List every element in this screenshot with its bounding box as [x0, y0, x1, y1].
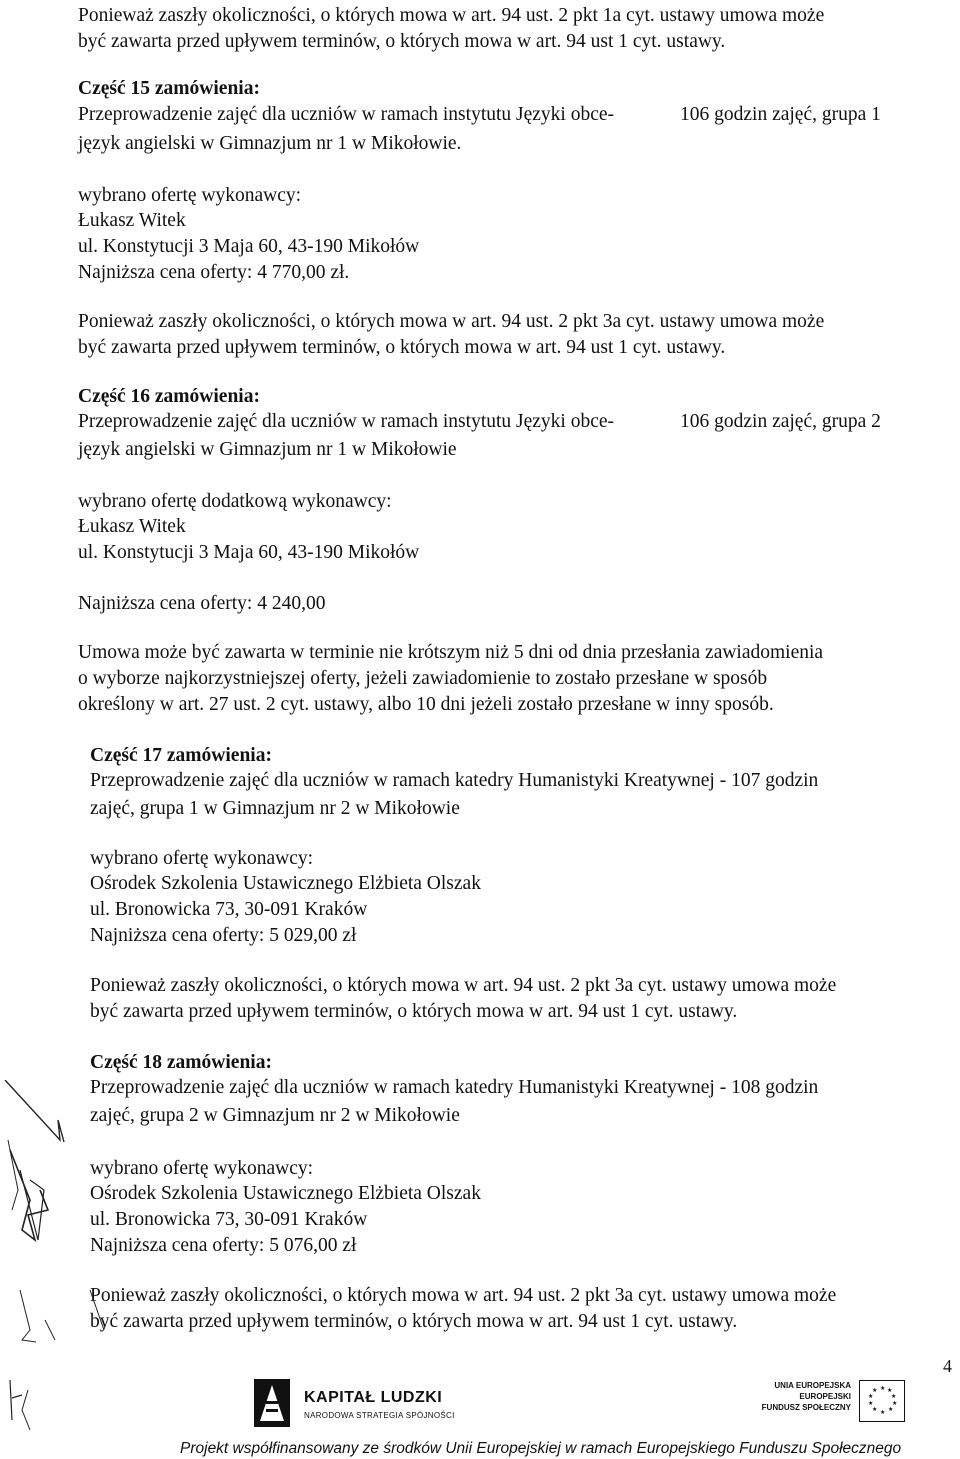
text-line: Przeprowadzenie zajęć dla uczniów w ramach instytutu Języki obce-	[78, 104, 615, 125]
text-line: język angielski w Gimnazjum nr 1 w Mikołowie	[78, 439, 457, 460]
contractor-name: Łukasz Witek	[78, 516, 186, 537]
section-heading-17: Część 17 zamówienia:	[90, 745, 272, 766]
eu-line-3: FUNDUSZ SPOŁECZNY	[761, 1403, 851, 1412]
text-line: Ponieważ zaszły okoliczności, o których mowa w art. 94 ust. 2 pkt 1a cyt. ustawy umowa może	[78, 5, 825, 26]
svg-text:★: ★	[891, 1393, 897, 1400]
svg-text:★: ★	[887, 1387, 893, 1394]
text-line: Przeprowadzenie zajęć dla uczniów w ramach instytutu Języki obce-	[78, 411, 615, 432]
text-line: zajęć, grupa 1 w Gimnazjum nr 2 w Mikołowie	[90, 798, 460, 819]
text-line: być zawarta przed upływem terminów, o których mowa w art. 94 ust 1 cyt. ustawy.	[90, 1001, 738, 1022]
text-line: język angielski w Gimnazjum nr 1 w Mikołowie.	[78, 133, 462, 154]
svg-text:★: ★	[888, 1406, 894, 1413]
text-line: być zawarta przed upływem terminów, o których mowa w art. 94 ust 1 cyt. ustawy.	[90, 1311, 738, 1332]
section-heading-15: Część 15 zamówienia:	[78, 78, 260, 99]
text-line: Przeprowadzenie zajęć dla uczniów w ramach katedry Humanistyki Kreatywnej - 107 godzin	[90, 770, 819, 791]
kapital-ludzki-title: KAPITAŁ LUDZKI	[304, 1389, 443, 1406]
eu-logo	[755, 1380, 945, 1430]
offer-label: wybrano ofertę wykonawcy:	[78, 185, 302, 206]
contractor-address: ul. Bronowicka 73, 30-091 Kraków	[90, 899, 368, 920]
contractor-name: Ośrodek Szkolenia Ustawicznego Elżbieta Olszak	[90, 1183, 481, 1204]
section-heading-16: Część 16 zamówienia:	[78, 386, 260, 407]
kapital-ludzki-subtitle: NARODOWA STRATEGIA SPÓJNOŚCI	[304, 1411, 455, 1420]
text-line: Ponieważ zaszły okoliczności, o których mowa w art. 94 ust. 2 pkt 3a cyt. ustawy umowa może	[90, 1285, 837, 1306]
svg-text:★: ★	[880, 1385, 886, 1392]
contractor-address: ul. Konstytucji 3 Maja 60, 43-190 Mikołów	[78, 236, 420, 257]
text-line: być zawarta przed upływem terminów, o których mowa w art. 94 ust 1 cyt. ustawy.	[78, 337, 726, 358]
footer-caption: Projekt współfinansowany ze środków Unii Europejskiej w ramach Europejskiego Funduszu Społecznego	[180, 1440, 902, 1457]
kapital-ludzki-emblem-icon	[252, 1373, 292, 1429]
text-line: o wyborze najkorzystniejszej oferty, jeżeli zawiadomienie to zostało przesłane w sposób	[78, 668, 768, 689]
page-number: 4	[943, 1356, 952, 1376]
lowest-price: Najniższa cena oferty: 5 076,00 zł	[90, 1235, 357, 1256]
svg-text:★: ★	[880, 1409, 886, 1416]
offer-label: wybrano ofertę dodatkową wykonawcy:	[78, 491, 392, 512]
text-line: 106 godzin zajęć, grupa 2	[680, 411, 881, 432]
kapital-ludzki-logo	[252, 1373, 482, 1429]
offer-label: wybrano ofertę wykonawcy:	[90, 1158, 314, 1179]
contractor-name: Ośrodek Szkolenia Ustawicznego Elżbieta Olszak	[90, 873, 481, 894]
text-line: Ponieważ zaszły okoliczności, o których mowa w art. 94 ust. 2 pkt 3a cyt. ustawy umowa może	[90, 975, 837, 996]
text-line: 106 godzin zajęć, grupa 1	[680, 104, 881, 125]
svg-text:★: ★	[868, 1400, 874, 1407]
section-heading-18: Część 18 zamówienia:	[90, 1052, 272, 1073]
text-line: Przeprowadzenie zajęć dla uczniów w ramach katedry Humanistyki Kreatywnej - 108 godzin	[90, 1077, 819, 1098]
text-line: Ponieważ zaszły okoliczności, o których mowa w art. 94 ust. 2 pkt 3a cyt. ustawy umowa może	[78, 311, 825, 332]
offer-label: wybrano ofertę wykonawcy:	[90, 848, 314, 869]
text-line: określony w art. 27 ust. 2 cyt. ustawy, albo 10 dni jeżeli zostało przesłane w inny sposób.	[78, 694, 774, 715]
signature-scribble	[0, 1080, 120, 1450]
eu-line-2: EUROPEJSKI	[799, 1392, 851, 1401]
lowest-price: Najniższa cena oferty: 4 240,00	[78, 593, 326, 614]
svg-text:★: ★	[872, 1387, 878, 1394]
contractor-address: ul. Konstytucji 3 Maja 60, 43-190 Mikołów	[78, 542, 420, 563]
text-line: być zawarta przed upływem terminów, o których mowa w art. 94 ust 1 cyt. ustawy.	[78, 31, 726, 52]
text-line: zajęć, grupa 2 w Gimnazjum nr 2 w Mikołowie	[90, 1105, 460, 1126]
svg-text:★: ★	[872, 1406, 878, 1413]
eu-flag-icon	[859, 1380, 905, 1422]
contractor-name: Łukasz Witek	[78, 210, 186, 231]
text-line: Umowa może być zawarta w terminie nie krótszym niż 5 dni od dnia przesłania zawiadomienia	[78, 642, 824, 663]
svg-text:★: ★	[892, 1400, 898, 1407]
eu-logo-text	[755, 1380, 851, 1413]
contractor-address: ul. Bronowicka 73, 30-091 Kraków	[90, 1209, 368, 1230]
svg-text:★: ★	[868, 1393, 874, 1400]
lowest-price: Najniższa cena oferty: 5 029,00 zł	[90, 925, 357, 946]
lowest-price: Najniższa cena oferty: 4 770,00 zł.	[78, 262, 350, 283]
eu-line-1: UNIA EUROPEJSKA	[774, 1381, 851, 1390]
